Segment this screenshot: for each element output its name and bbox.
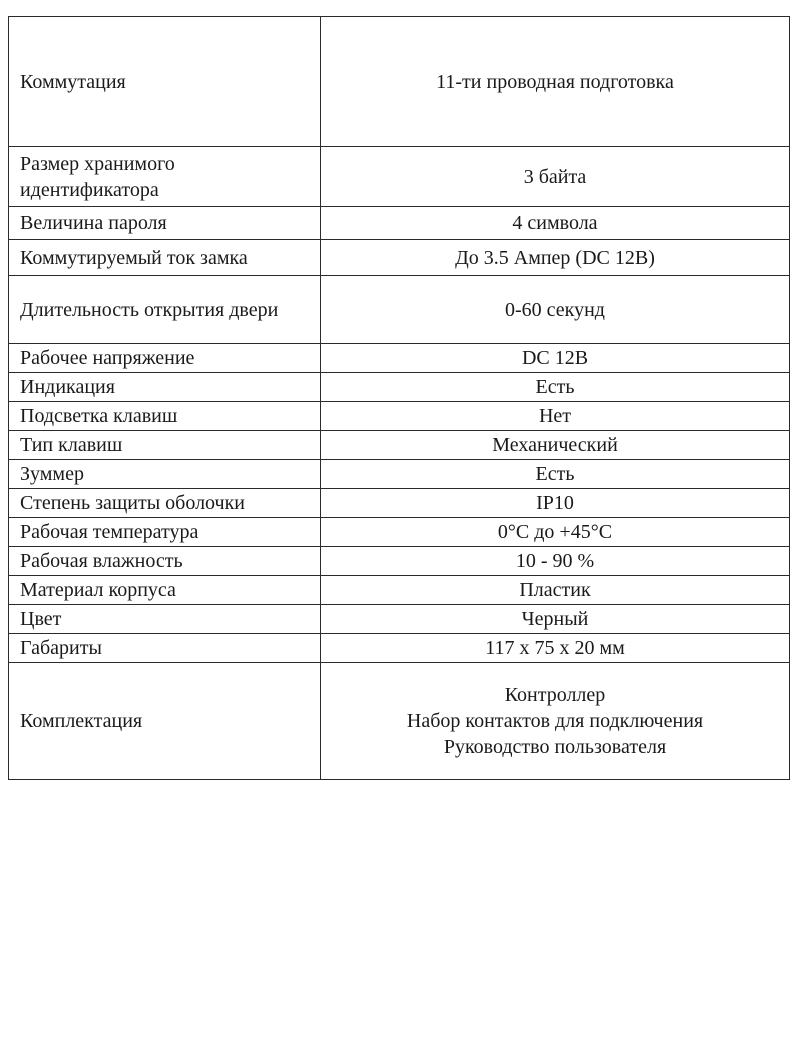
spec-label: Коммутируемый ток замка bbox=[9, 240, 321, 276]
spec-row-buzzer bbox=[9, 460, 790, 489]
spec-label: Длительность открытия двери bbox=[9, 276, 321, 344]
spec-value: Есть bbox=[321, 460, 790, 489]
spec-value-kit bbox=[321, 663, 790, 780]
spec-value: 3 байта bbox=[321, 147, 790, 207]
spec-value: 4 символа bbox=[321, 207, 790, 240]
spec-value: DC 12B bbox=[321, 344, 790, 373]
spec-row-lock-current bbox=[9, 240, 790, 276]
spec-label: Рабочая влажность bbox=[9, 547, 321, 576]
kit-item: Контроллер bbox=[504, 684, 606, 706]
spec-value: IP10 bbox=[321, 489, 790, 518]
spec-row-operating-temperature bbox=[9, 518, 790, 547]
spec-value: Нет bbox=[321, 402, 790, 431]
spec-label: Тип клавиш bbox=[9, 431, 321, 460]
spec-table bbox=[8, 16, 790, 780]
spec-value: 117 х 75 х 20 мм bbox=[321, 634, 790, 663]
spec-row-dimensions bbox=[9, 634, 790, 663]
spec-row-color bbox=[9, 605, 790, 634]
spec-label: Индикация bbox=[9, 373, 321, 402]
spec-value: Черный bbox=[321, 605, 790, 634]
spec-row-password-length bbox=[9, 207, 790, 240]
spec-row-ingress-protection bbox=[9, 489, 790, 518]
spec-label: Цвет bbox=[9, 605, 321, 634]
spec-label: Комплектация bbox=[9, 663, 321, 780]
spec-value: Механический bbox=[321, 431, 790, 460]
spec-row-indication bbox=[9, 373, 790, 402]
spec-row-identifier-size bbox=[9, 147, 790, 207]
spec-label: Рабочая температура bbox=[9, 518, 321, 547]
spec-label: Габариты bbox=[9, 634, 321, 663]
spec-row-key-backlight bbox=[9, 402, 790, 431]
spec-value: 10 - 90 % bbox=[321, 547, 790, 576]
spec-value: Пластик bbox=[321, 576, 790, 605]
spec-value: 0°C до +45°C bbox=[321, 518, 790, 547]
spec-value: 0-60 секунд bbox=[321, 276, 790, 344]
spec-label: Размер хранимого идентификатора bbox=[9, 147, 321, 207]
spec-row-operating-humidity bbox=[9, 547, 790, 576]
spec-value: Есть bbox=[321, 373, 790, 402]
spec-label: Подсветка клавиш bbox=[9, 402, 321, 431]
spec-label: Материал корпуса bbox=[9, 576, 321, 605]
spec-value: 11-ти проводная подготовка bbox=[321, 17, 790, 147]
kit-item: Набор контактов для подключения bbox=[406, 710, 704, 732]
spec-label: Степень защиты оболочки bbox=[9, 489, 321, 518]
spec-label: Зуммер bbox=[9, 460, 321, 489]
spec-row-door-open-time bbox=[9, 276, 790, 344]
spec-label: Рабочее напряжение bbox=[9, 344, 321, 373]
spec-label: Коммутация bbox=[9, 17, 321, 147]
spec-row-operating-voltage bbox=[9, 344, 790, 373]
spec-value: До 3.5 Ампер (DC 12B) bbox=[321, 240, 790, 276]
spec-row-kit bbox=[9, 663, 790, 780]
kit-item: Руководство пользователя bbox=[443, 736, 667, 758]
spec-row-key-type bbox=[9, 431, 790, 460]
spec-label: Величина пароля bbox=[9, 207, 321, 240]
spec-row-switching bbox=[9, 17, 790, 147]
spec-row-housing-material bbox=[9, 576, 790, 605]
